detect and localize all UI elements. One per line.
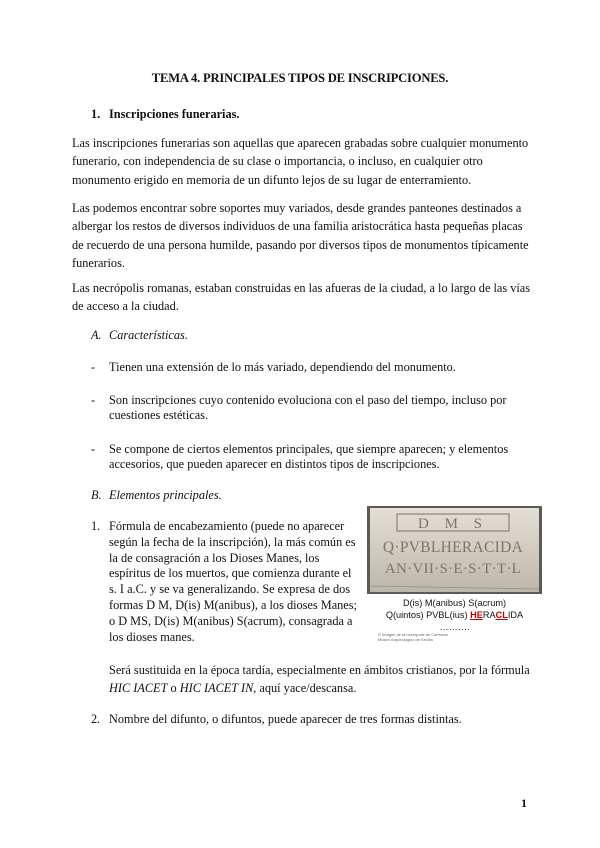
text-line bbox=[109, 679, 530, 697]
text-line: funerario, con independencia de su clase o importancia, o incluso, en cualquier otro bbox=[72, 154, 483, 169]
caption-name-part: RA bbox=[482, 610, 496, 620]
paragraph-funerary-definition bbox=[72, 134, 528, 189]
item-number: 2. bbox=[91, 712, 101, 726]
caption-name-part: IDA bbox=[507, 610, 524, 620]
text-line: Las necrópolis romanas, estaban construidas en las afueras de la ciudad, a lo largo de las vías bbox=[72, 281, 531, 295]
text-line: cuestiones estéticas. bbox=[109, 408, 209, 422]
page-number: 1 bbox=[521, 796, 527, 810]
subsection-letter-b: B. bbox=[91, 488, 102, 502]
text-line: s. I a.C. y se va generalizando. Se expresa de dos bbox=[109, 582, 351, 597]
bullet-dash: - bbox=[91, 442, 96, 456]
caption-highlight: HE bbox=[470, 610, 483, 620]
text-line: Será sustituida en la época tardía, especialmente en ámbitos cristianos, por la fórmula bbox=[109, 663, 530, 677]
caption-line-1: D(is) M(anibus) S(acrum) bbox=[402, 598, 507, 608]
inscription-line-2: Q·PVBLHERACIDA bbox=[382, 539, 524, 556]
text-line: según la fecha de la inscripción), la más común es bbox=[109, 534, 356, 549]
text-line: formas D M, D(is) M(anibus), a los dioses Manes; bbox=[109, 597, 357, 612]
text-line: albergar los restos de diversos individuos de una familia aristocrática hasta pequeñas placas bbox=[72, 219, 523, 234]
paragraph-necropolis bbox=[72, 279, 531, 316]
page-title: TEMA 4. PRINCIPALES TIPOS DE INSCRIPCIONES. bbox=[151, 71, 449, 85]
paragraph-supports bbox=[72, 199, 528, 273]
caption-highlight: CL bbox=[495, 610, 508, 620]
inscription-line-3: AN·VII·S·E·S·T·T·L bbox=[384, 561, 522, 577]
bullet-item bbox=[109, 360, 529, 375]
credit-line: Museo Arqueológico de Sevilla bbox=[378, 637, 433, 642]
translation: , aquí yace/descansa. bbox=[253, 681, 357, 696]
text-line: Tienen una extensión de lo más variado, dependiendo del monumento. bbox=[109, 360, 456, 374]
item-number: 1. bbox=[91, 519, 101, 533]
caption-line-2 bbox=[367, 609, 542, 621]
bullet-dash: - bbox=[91, 393, 96, 407]
text-line: de recuerdo de una persona humilde, pasando por diversos tipos de monumentos típicamente bbox=[72, 237, 529, 252]
section-heading: Inscripciones funerarias. bbox=[109, 107, 240, 121]
bullet-dash: - bbox=[91, 360, 96, 374]
formula-hic-iacet-in: HIC IACET IN bbox=[179, 681, 254, 696]
text-line: Se compone de ciertos elementos principales, que siempre aparecen; y elementos bbox=[109, 442, 509, 456]
text-line: funerarios. bbox=[72, 256, 125, 271]
subsection-heading-main-elements: Elementos principales. bbox=[109, 488, 222, 502]
text-line: Son inscripciones cuyo contenido evoluciona con el paso del tiempo, incluso por bbox=[109, 393, 507, 407]
text-line: los dioses manes. bbox=[109, 629, 195, 644]
text-line: Las podemos encontrar sobre soportes muy variados, desde grandes panteones destinados a bbox=[72, 201, 522, 215]
section-number: 1. bbox=[91, 107, 101, 121]
text-line: espíritus de los muertos, que comienza durante el bbox=[109, 566, 352, 581]
figure-credit bbox=[378, 632, 448, 642]
funerary-inscription-photo bbox=[367, 506, 542, 594]
caption-line-3: ………. bbox=[439, 622, 470, 632]
item-formula-heading bbox=[109, 519, 357, 645]
bullet-item bbox=[109, 442, 529, 472]
text-line: la de consagración a los Dioses Manes, los bbox=[109, 550, 320, 565]
item-formula-continuation bbox=[109, 661, 530, 698]
credit-line: © Imagen de la necrópolis de Carmona bbox=[378, 632, 448, 637]
subsection-letter-a: A. bbox=[91, 328, 102, 342]
text-line: accesorios, que pueden aparecer en distintos tipos de inscripciones. bbox=[109, 457, 440, 471]
connector: o bbox=[167, 681, 180, 696]
bullet-item bbox=[109, 393, 529, 423]
figure-caption bbox=[367, 597, 542, 633]
formula-hic-iacet: HIC IACET bbox=[109, 681, 168, 696]
subsection-heading-characteristics: Características. bbox=[109, 328, 188, 342]
item-deceased-name: Nombre del difunto, o difuntos, puede aparecer de tres formas distintas. bbox=[109, 712, 462, 726]
text-line: Las inscripciones funerarias son aquellas que aparecen grabadas sobre cualquier monumento bbox=[72, 136, 529, 150]
text-line: de acceso a la ciudad. bbox=[72, 299, 179, 314]
text-line: Fórmula de encabezamiento (puede no aparecer bbox=[109, 519, 345, 533]
text-line: monumento erigido en memoria de un difunto lejos de su lugar de enterramiento. bbox=[72, 172, 472, 187]
inscription-line-1: D M S bbox=[417, 516, 489, 532]
caption-name-prefix: Q(uintos) PVBL(ius) bbox=[385, 610, 471, 620]
text-line: o D MS, D(is) M(anibus) S(acrum), consagrada a bbox=[109, 613, 353, 628]
